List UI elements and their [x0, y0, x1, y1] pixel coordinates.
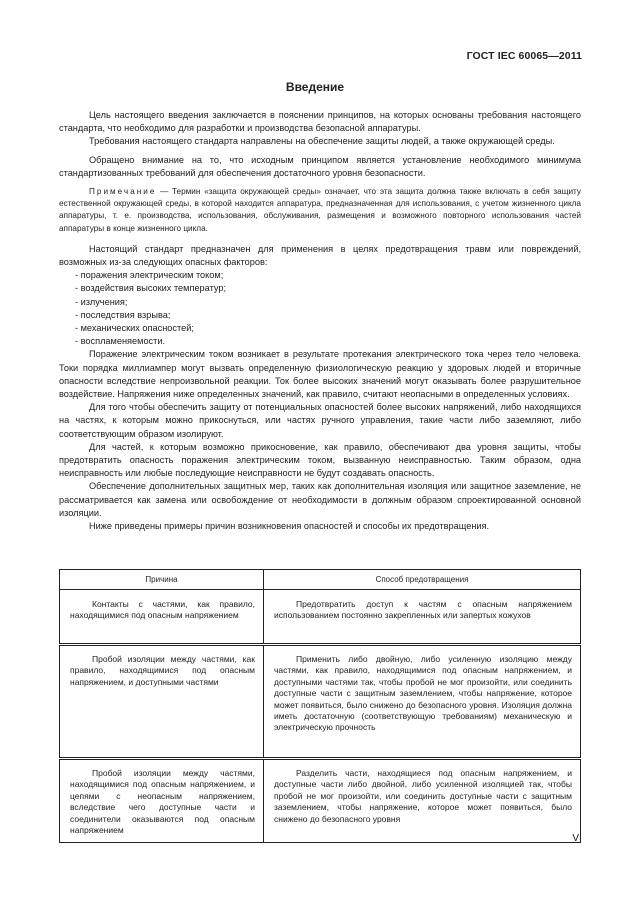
table-cell-cause: Контакты с частями, как правило, находящимися под опасным напряжением [60, 590, 264, 645]
section-title: Введение [285, 80, 345, 94]
introduction-body [59, 109, 581, 533]
hazard-list [59, 269, 581, 348]
paragraph-two-levels: Для частей, к которым возможно прикосновение, как правило, обеспечивают два уровня защиты, чтобы предотвратить опасность поражения электрическим током, вызванную неисправностью. Таким образом, одна неисправность или любые последующие неисправности не будут создавать опасность. [59, 441, 581, 479]
paragraph-principle: Обращено внимание на то, что исходным принципом является установление необходимого минимума стандартизованных требований для обеспечения достаточного уровня безопасности. [59, 154, 581, 178]
paragraph-requirements: Требования настоящего стандарта направлены на обеспечение защиты людей, а также окружающей среды. [89, 136, 555, 147]
table-row [60, 759, 581, 843]
list-item: - излучения; [75, 296, 128, 307]
paragraph-protection: Для того чтобы обеспечить защиту от потенциальных опасностей более высоких напряжений, либо находящихся на частях, к которым можно прикоснуться, или частях ручного управления, такие части либо заземляют, либо соответствующим образом изолируют. [59, 402, 581, 439]
paragraph-purpose: Цель настоящего введения заключается в пояснении принципов, на которых основаны требования настоящего стандарта, что необходимо для разработки и производства безопасной аппаратуры. [59, 110, 581, 134]
note [59, 186, 581, 235]
list-item: - воспламеняемости. [75, 336, 166, 347]
paragraph-scope: Настоящий стандарт предназначен для применения в целях предотвращения травм или повреждений, возможных из-за следующих опасных факторов: [59, 243, 581, 268]
paragraph-examples: Ниже приведены примеры причин возникновения опасностей и способы их предотвращения. [89, 521, 490, 532]
paragraph-electric-shock: Поражение электрическим током возникает в результате протекания электрического тока через тело человека. Токи порядка миллиампер могут вызвать определенную физиологическую реакцию у здоровых людей и вторичные опасности вследствие непроизвольной реакции. Ток более высоких значений могут оказывать более разрушительное воздействие. Напряжения ниже определенных значений, как правило, считают неопасными в определенных условиях. [59, 349, 581, 400]
table-header-prevention: Способ предотвращения [264, 570, 581, 590]
standard-designation: ГОСТ IEC 60065—2011 [466, 50, 582, 62]
table-cell-prevention: Предотвратить доступ к частям с опасным напряжением использованием постоянно закрепленных или запертых кожухов [264, 590, 581, 645]
note-text: — Термин «защита окружающей среды» означает, что эта защита должна также включать в себя защиту естественной окружающей среды, в которой находится аппаратура, предназначенная для использования, с учетом жизненного цикла аппаратуры, т. е. производства, использования, обслуживания, размещения и возможного повторного использования частей аппаратуры в конце жизненного цикла. [59, 187, 581, 233]
paragraph-additional-measures: Обеспечение дополнительных защитных мер, таких как дополнительная изоляция или защитное заземление, не рассматривается как замена или освобождение от необходимости в должным образом спроектированной основной изоляции. [59, 481, 581, 518]
table-header-cause: Причина [60, 570, 264, 590]
table-cell-cause: Пробой изоляции между частями, как правило, находящимися под опасным напряжением, и доступными частями [60, 645, 264, 759]
table-cell-prevention: Применить либо двойную, либо усиленную изоляцию между частями, как правило, находящимися под опасным напряжением, и доступными частями так, чтобы пробой не мог произойти, или соединить доступные части с защитным заземлением, чтобы напряжение, которое может появиться, было снижено до безопасного уровня. Изоляция должна иметь достаточную (соответствующую требованиям) механическую и электрическую прочность [264, 645, 581, 759]
table-row [60, 590, 581, 645]
hazard-prevention-table [59, 569, 581, 843]
note-label: Примечание [89, 187, 157, 197]
table-row [60, 645, 581, 759]
list-item: - воздействия высоких температур; [75, 283, 227, 294]
list-item: - механических опасностей; [75, 323, 194, 334]
page-number: V [572, 833, 579, 844]
table-cell-prevention: Разделить части, находящиеся под опасным напряжением, и доступные части либо двойной, либо усиленной изоляцией так, чтобы пробой не мог произойти, или соединить доступные части с защитным заземлением, чтобы напряжение, которое может появиться, было снижено до безопасного уровня [264, 759, 581, 843]
list-item: - поражения электрическим током; [75, 270, 224, 281]
table-cell-cause: Пробой изоляции между частями, находящимися под опасным напряжением, и цепями с неопасным напряжением, вследствие чего доступные части и соединители оказываются под опасным напряжением [60, 759, 264, 843]
list-item: - последствия взрыва; [75, 309, 171, 320]
